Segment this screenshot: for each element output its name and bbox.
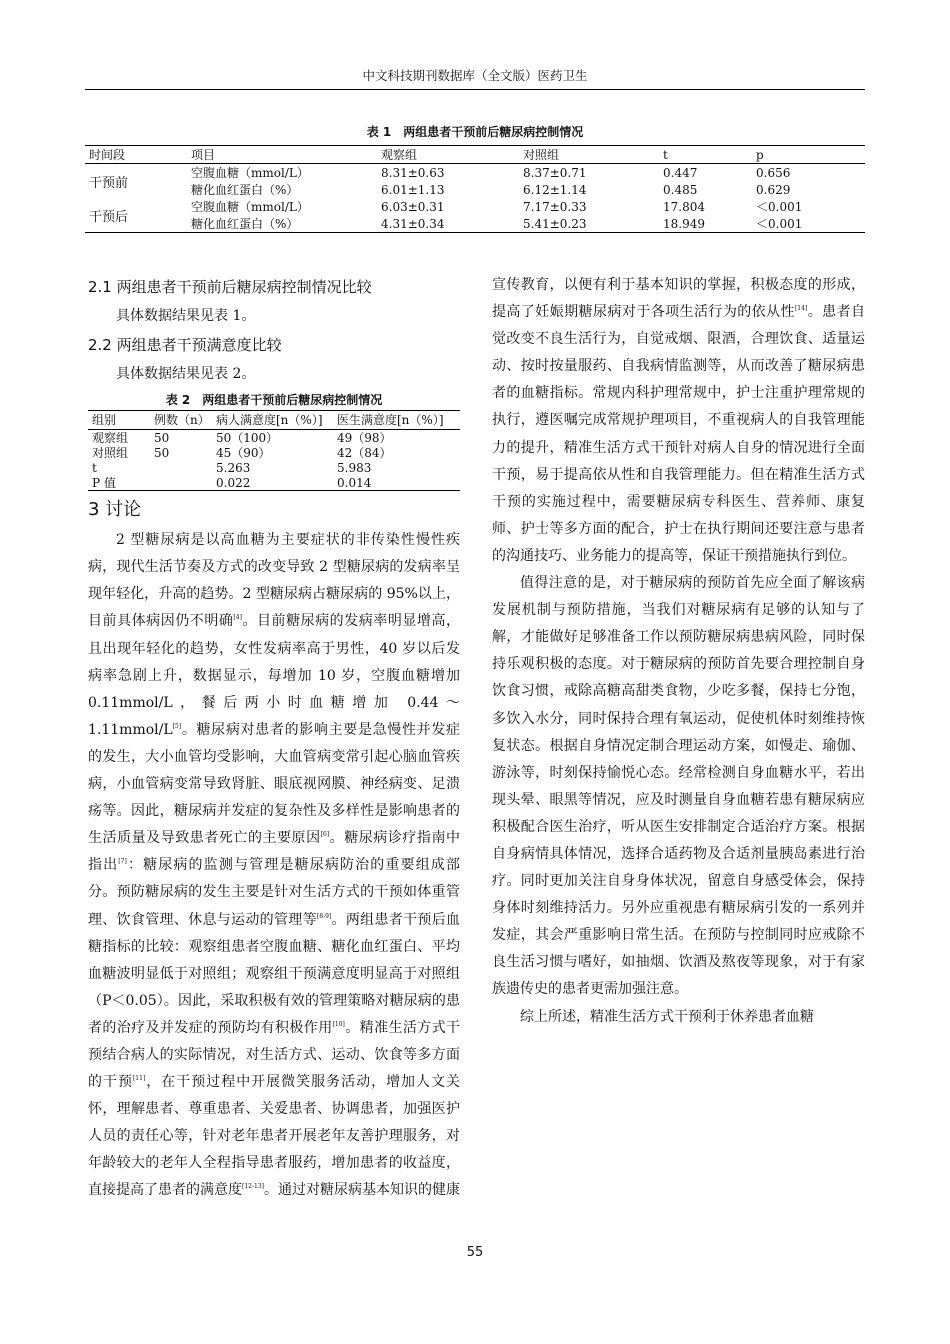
table-cell: 50 xyxy=(154,445,170,460)
text-run: ：糖尿病的监测与管理是糖尿病防治的重要组成部分。预防糖尿病的发生主要是针对生活方式的干预如体重管理、饮食管理、休息与运动的管理等 xyxy=(88,857,461,928)
table2-header-cell: 例数（n） xyxy=(150,411,212,430)
table-cell: 6.12±1.14 xyxy=(523,182,587,197)
table-cell: 0.656 xyxy=(756,165,791,180)
text-run: 宣传教育，以便有利于基本知识的掌握，积极态度的形成，提高了妊娠期糖尿病对于各项生活行为的依从性 xyxy=(492,277,865,321)
text-run: 。精准生活方式干预结合病人的实际情况，对生活方式、运动、饮食等多方面的干预 xyxy=(88,1019,461,1091)
table-cell: 6.01±1.13 xyxy=(381,182,445,197)
table2-header-cell: 病人满意度[n（%）] xyxy=(212,411,333,430)
table-cell: 对照组 xyxy=(92,445,129,460)
table-cell: 0.629 xyxy=(756,182,791,197)
text-run: 。两组患者干预后血糖指标的比较：观察组患者空腹血糖、糖化血红蛋白、平均血糖波明显低于对照组；观察组干预满意度明显高于对照组（P＜0.05）。因此，采取积极有效的管理策略对糖尿病的患者的治疗及并发症的预防均有积极作用 xyxy=(88,911,461,1036)
text-run: ，在干预过程中开展微笑服务活动，增加人文关怀，理解患者、尊重患者、关爱患者、协调患者，加强医护人员的责任心等，针对老年患者开展老年友善护理服务，对年龄较大的老年人全程指导患者服药，增加患者的收益度，直接提高了患者的满意度 xyxy=(88,1074,461,1199)
table-row xyxy=(85,198,865,215)
table-cell: 糖化血红蛋白（%） xyxy=(191,217,299,231)
table1-header-cell: p xyxy=(752,146,865,164)
citation: [10] xyxy=(332,1020,345,1028)
table-cell: 8.31±0.63 xyxy=(381,165,445,180)
table-cell: 5.983 xyxy=(337,460,372,475)
table-cell: 空腹血糖（mmol/L） xyxy=(191,166,309,180)
table-cell: 45（90） xyxy=(216,445,271,460)
table-cell: 49（98） xyxy=(337,430,392,445)
table1-header-cell: 观察组 xyxy=(377,146,519,164)
table-row xyxy=(88,460,460,475)
discussion-paragraph-1 xyxy=(492,272,865,570)
right-column xyxy=(492,272,865,1031)
table2-header-row xyxy=(88,411,460,430)
discussion-continued xyxy=(492,272,865,1031)
section-2-1-text: 具体数据结果见表 1。 xyxy=(116,308,256,324)
table1-header-cell: 时间段 xyxy=(85,146,187,164)
text-run: 。目前糖尿病的发病率明显增高，且出现年轻化的趋势，女性发病率高于男性，40 岁以后发病率急剧上升，数据显示，每增加 10 岁，空腹血糖增加 0.11mmol/L，餐后两小时血糖增加 0.44～1.11mmol/L xyxy=(88,613,461,738)
section-2-2-heading: 2.2 两组患者干预满意度比较 xyxy=(88,336,282,355)
left-column xyxy=(88,272,460,1205)
discussion-paragraph-1 xyxy=(88,527,460,1204)
citation: [8-9] xyxy=(316,912,332,920)
discussion-text xyxy=(88,527,460,1204)
text-run: 。糖尿病对患者的影响主要是急慢性并发症的发生，大小血管均受影响，大血管病变常引起心脑血管疾病，小血管病变常导致肾脏、眼底视网膜、神经病变、足溃疡等。因此，糖尿病并发症的复杂性及多样性是影响患者的生活质量及导致患者死亡的主要原因 xyxy=(88,721,460,847)
table-cell: ＜0.001 xyxy=(756,200,803,214)
text-run: 。患者自觉改变不良生活行为，自觉戒烟、限酒，合理饮食、适量运动、按时按量服药、自我病情监测等，从而改善了糖尿病患者的血糖指标。常规内科护理常规中，护士注重护理常规的执行，遵医嘱完成常规护理项目，不重视病人的自我管理能力的提升，精准生活方式干预针对病人自身的情况进行全面干预，易于提高依从性和自我管理能力。但在精准生活方式干预的实施过程中，需要糖尿病专科医生、营养师、康复师、护士等多方面的配合，护士在执行期间还要注意与患者的沟通技巧、业务能力的提高等，保证干预措施执行到位。 xyxy=(492,304,866,564)
header-rule xyxy=(85,89,865,90)
table-cell: 5.263 xyxy=(216,460,251,475)
table1-header-cell: 对照组 xyxy=(519,146,659,164)
citation: [11] xyxy=(132,1075,146,1083)
table-cell: ＜0.001 xyxy=(756,217,803,231)
table-row xyxy=(85,215,865,233)
table2-header-cell: 医生满意度[n（%）] xyxy=(333,411,460,430)
table1-group-label: 干预后 xyxy=(89,209,129,225)
citation: [4] xyxy=(233,614,242,622)
citation: [12-13] xyxy=(242,1183,264,1191)
citation: [7] xyxy=(118,858,127,866)
table-cell: 观察组 xyxy=(92,430,129,445)
table-cell: 18.949 xyxy=(663,216,705,231)
table1-header-cell: 项目 xyxy=(187,146,377,164)
citation: [5] xyxy=(172,722,182,730)
table1-caption: 表 1 两组患者干预前后糖尿病控制情况 xyxy=(366,125,584,139)
table1 xyxy=(85,145,865,233)
text-run: 2 型糖尿病是以高血糖为主要症状的非传染性慢性疾病，现代生活节奏及方式的改变导致 2 型糖尿病的发病率呈现年轻化，升高的趋势。2 型糖尿病占糖尿病的 95%以上，目前具体病因仍不明确 xyxy=(88,532,460,630)
table-cell: 空腹血糖（mmol/L） xyxy=(191,200,309,214)
table1-group-label: 干预前 xyxy=(89,175,129,191)
table2-header-cell: 组别 xyxy=(88,411,150,430)
table1-header-row xyxy=(85,146,865,164)
table-cell: 8.37±0.71 xyxy=(523,165,587,180)
section-3-heading: 3 讨论 xyxy=(88,499,142,521)
table-cell: 糖化血红蛋白（%） xyxy=(191,183,299,197)
table-row xyxy=(85,164,865,182)
section-2-1-heading: 2.1 两组患者干预前后糖尿病控制情况比较 xyxy=(88,278,372,296)
table-cell: 6.03±0.31 xyxy=(381,199,445,214)
discussion-paragraph-3: 综上所述，精准生活方式干预利于休养患者血糖 xyxy=(520,1008,814,1025)
table-cell: t xyxy=(92,460,97,475)
text-run: 。糖尿病诊疗指南中指出 xyxy=(88,830,461,874)
table-cell xyxy=(150,475,212,491)
table-cell: 50（100） xyxy=(216,430,279,445)
text-run: 。通过对糖尿病基本知识的健康 xyxy=(263,1182,460,1199)
table-cell: P 值 xyxy=(92,475,116,490)
citation: [6] xyxy=(320,831,330,839)
table-cell: 0.022 xyxy=(216,475,251,490)
table-cell: 4.31±0.34 xyxy=(381,216,445,231)
citation: [14] xyxy=(794,305,808,313)
table2 xyxy=(88,410,460,491)
table-cell xyxy=(150,460,212,475)
table-row xyxy=(85,181,865,198)
table-cell: 7.17±0.33 xyxy=(523,199,587,214)
discussion-paragraph-2: 值得注意的是，对于糖尿病的预防首先应全面了解该病发展机制与预防措施，当我们对糖尿病有足够的认知与了解，才能做好足够准备工作以预防糖尿病患病风险，同时保持乐观积极的态度。对于糖尿病的预防首先要合理控制自身饮食习惯，戒除高糖高甜类食物，少吃多餐，保持七分饱，多饮入水分，同时保持合理有氧运动，促使机体时刻维持恢复状态。根据自身情况定制合理运动方案，如慢走、瑜伽、游泳等，时刻保持愉悦心态。经常检测自身血糖水平，若出现头晕、眼黑等情况，应及时测量自身血糖若患有糖尿病应积极配合医生治疗，听从医生安排制定合适治疗方案。根据自身病情具体情况，选择合适药物及合适剂量胰岛素进行治疗。同时更加关注自身身体状况，留意自身感受体会，保持身体时刻维持活力。另外应重视患有糖尿病引发的一系列并发症，其会严重影响日常生活。在预防与控制同时应戒除不良生活习惯与嗜好，如抽烟、饮酒及熬夜等现象，对于有家族遗传史的患者更需加强注意。 xyxy=(492,575,865,998)
table2-caption: 表 2 两组患者干预前后糖尿病控制情况 xyxy=(165,393,383,408)
table-row xyxy=(88,445,460,460)
page-number: 55 xyxy=(466,1245,484,1260)
running-header: 中文科技期刊数据库（全文版）医药卫生 xyxy=(362,68,588,83)
table-cell: 5.41±0.23 xyxy=(523,216,587,231)
table-cell: 0.447 xyxy=(663,165,698,180)
table1-header-cell: t xyxy=(659,146,752,164)
table-cell: 0.485 xyxy=(663,182,698,197)
table-cell: 0.014 xyxy=(337,475,372,490)
table-cell: 42（84） xyxy=(337,445,392,460)
table-cell: 17.804 xyxy=(663,199,705,214)
section-2-2-text: 具体数据结果见表 2。 xyxy=(116,366,256,383)
table-cell: 50 xyxy=(154,430,170,445)
table-row xyxy=(88,430,460,446)
table-row xyxy=(88,475,460,491)
